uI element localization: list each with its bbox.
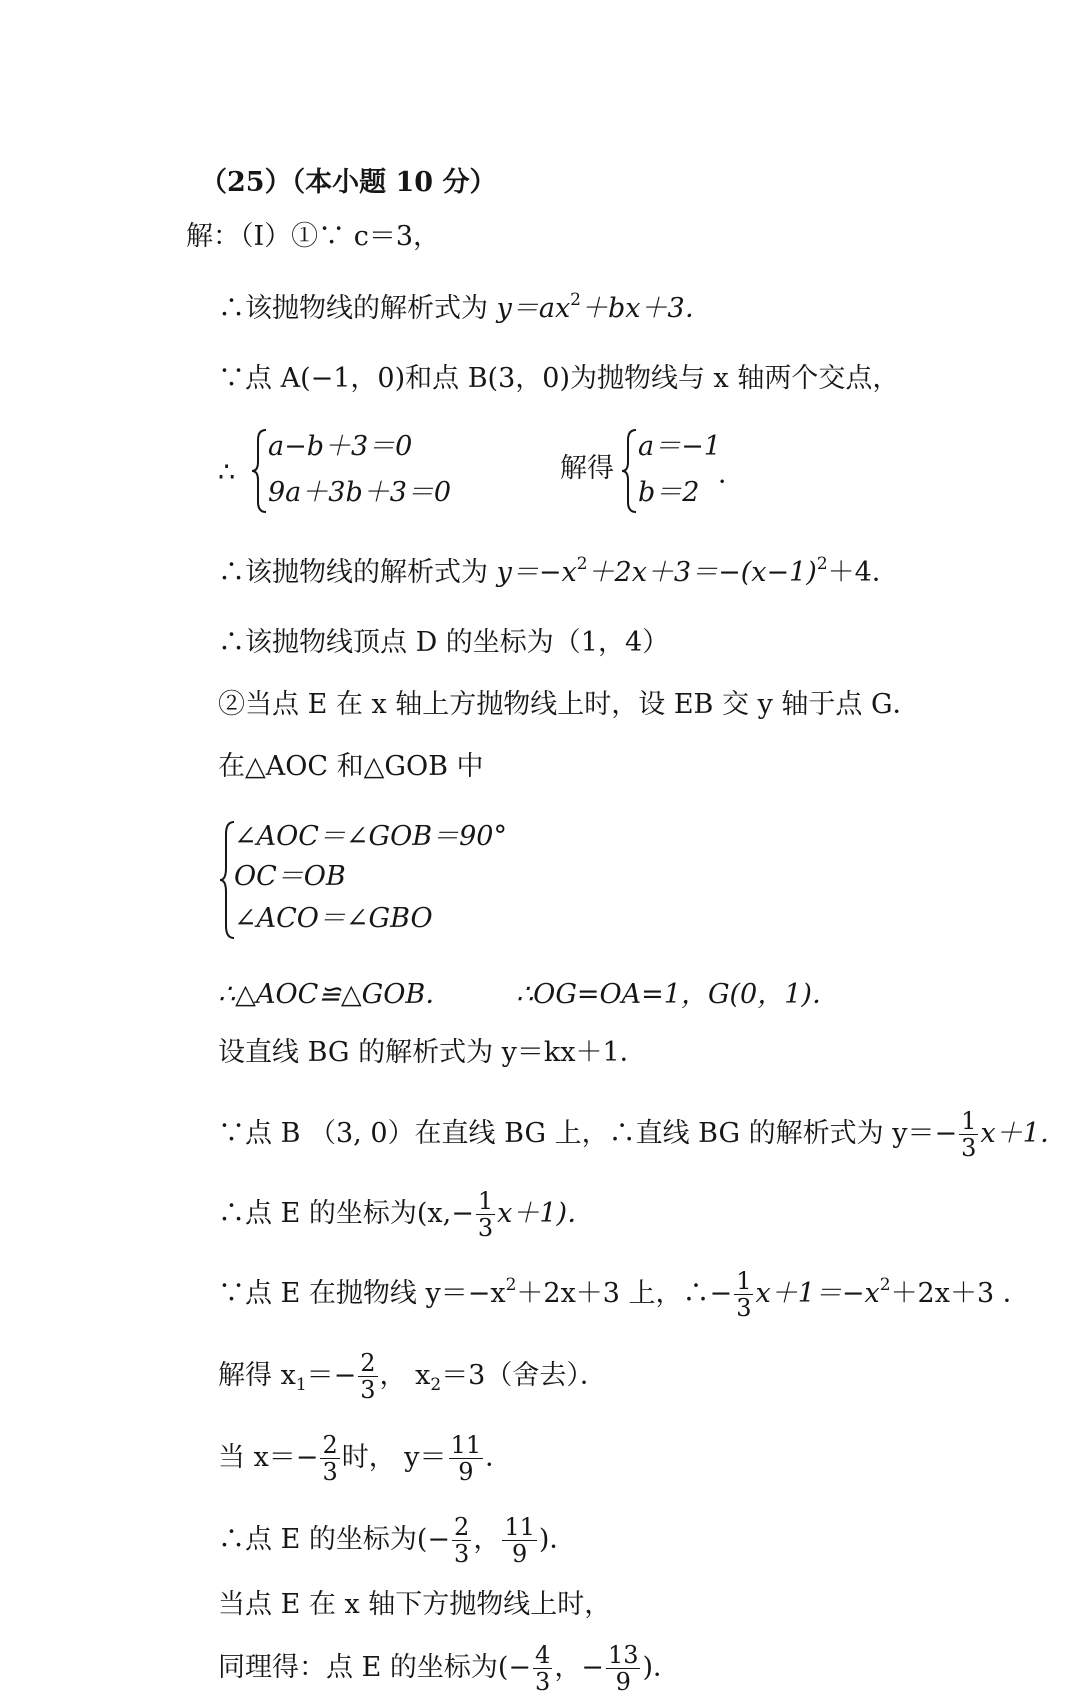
solution-line-17: 当点 E 在 x 轴下方抛物线上时， [218,1589,612,1620]
text: x＋1＝−x [755,1278,880,1309]
fraction [734,1268,753,1321]
text: ，− [554,1652,604,1683]
text: ∴该抛物线的解析式为 [218,557,497,588]
solution-line-18 [218,1642,680,1695]
equation-system-1 [250,426,470,516]
solution-line-5 [218,556,899,590]
solution-line-2 [218,292,712,326]
numerator: 4 [535,1641,551,1669]
numerator: 2 [360,1349,376,1377]
fraction [533,1642,552,1695]
solution-line-7: ②当点 E 在 x 轴上方抛物线上时，设 EB 交 y 轴于点 G． [218,689,920,720]
condition-2: OC＝OB [234,861,346,892]
text: ， [473,1524,501,1555]
text: ∵点 B （3, 0）在直线 BG 上，∴直线 BG 的解析式为 y＝− [218,1118,958,1149]
solution-line-14 [218,1350,607,1403]
system1-row-2: 9a＋3b＋3＝0 [268,477,452,508]
text-tail: )． [538,1524,577,1555]
subscript: 2 [430,1375,442,1395]
text: 同理得：点 E 的坐标为(− [218,1652,532,1683]
denominator: 3 [736,1294,752,1322]
numerator: 11 [504,1513,535,1541]
equation-part-1: y＝−x [496,557,577,588]
equation-part-3: ＋4． [827,557,899,588]
equation-tail: ＋bx＋3． [581,293,712,324]
denominator: 3 [535,1668,551,1696]
denominator: 3 [477,1214,494,1242]
solution-line-6: ∴该抛物线顶点 D 的坐标为（1，4） [218,627,670,658]
denominator: 3 [322,1458,338,1486]
fraction [358,1350,377,1403]
text-tail: ． [485,1442,513,1473]
text: ∵点 E 在抛物线 y＝−x [218,1278,506,1309]
text: 解得 x [218,1360,296,1391]
period: ． [718,459,745,490]
text: 当 x＝− [218,1442,319,1473]
condition-1: ∠AOC＝∠GOB＝90° [234,821,507,852]
text: ＝− [306,1360,357,1391]
fraction [476,1188,495,1241]
exponent: 2 [816,554,828,574]
congruence-conditions [218,818,538,942]
text: 时， y＝ [341,1442,447,1473]
system2-row-2: b＝2 [638,477,700,508]
solve-label: 解得 [560,453,614,484]
fraction [449,1432,484,1485]
text-tail: ＋2x＋3 ． [890,1278,1030,1309]
solution-line-10: 设直线 BG 的解析式为 y＝kx＋1． [218,1037,647,1068]
fraction [959,1108,978,1161]
numerator: 1 [736,1267,752,1295]
problem-title: （25）（本小题 10 分） [200,167,497,198]
numerator: 2 [454,1513,470,1541]
solution-line-12 [218,1188,594,1241]
solution-line-1: 解：（Ⅰ）①∵ c＝3， [186,221,441,252]
subscript: 1 [295,1375,307,1395]
numerator: 1 [477,1187,494,1215]
text: ∴点 E 的坐标为(x,− [218,1198,474,1229]
system1-row-1: a−b＋3＝0 [268,431,413,462]
text-tail: ＝3（舍去）． [441,1360,607,1391]
left-brace-icon [250,426,270,516]
solution-line-13 [218,1268,1030,1321]
exponent: 2 [576,554,588,574]
numerator: 13 [607,1641,639,1669]
exponent: 2 [879,1275,891,1295]
numerator: 1 [961,1107,977,1135]
fraction [320,1432,339,1485]
text: ， x [379,1360,431,1391]
condition-3: ∠ACO＝∠GBO [234,903,433,934]
equation: y＝ax [496,293,571,324]
equation-part-2: ＋2x＋3＝−(x−1) [587,557,817,588]
denominator: 9 [511,1540,528,1568]
solution-line-3: ∵点 A(−1，0)和点 B(3，0)为抛物线与 x 轴两个交点， [218,363,900,394]
denominator: 3 [360,1376,376,1404]
denominator: 9 [458,1458,474,1486]
fraction [502,1514,537,1567]
solution-line-15 [218,1432,512,1485]
congruence-result: ∴△AOC≌△GOB． [218,979,453,1010]
solution-line-8: 在△AOC 和△GOB 中 [218,751,484,782]
fraction [606,1642,641,1695]
text: ＋2x＋3 上，∴− [516,1278,733,1309]
point-g-result: ∴OG=OA=1，G(0，1)． [516,979,839,1010]
solution-line-16 [218,1514,576,1567]
exponent: 2 [570,290,581,310]
therefore-symbol: ∴ [218,457,236,488]
exponent: 2 [505,1275,517,1295]
numerator: 11 [450,1431,482,1459]
left-brace-icon [620,426,640,516]
text: ∴该抛物线的解析式为 [218,293,497,324]
solution-line-11 [218,1108,1067,1161]
text: ∴点 E 的坐标为(− [218,1524,451,1555]
denominator: 9 [615,1668,631,1696]
denominator: 3 [454,1540,470,1568]
text-tail: )． [642,1652,681,1683]
numerator: 2 [322,1431,338,1459]
system2-row-1: a＝−1 [638,431,721,462]
fraction [452,1514,471,1567]
text-tail: x＋1)． [497,1198,595,1229]
denominator: 3 [961,1134,977,1162]
text-tail: x＋1． [980,1118,1067,1149]
